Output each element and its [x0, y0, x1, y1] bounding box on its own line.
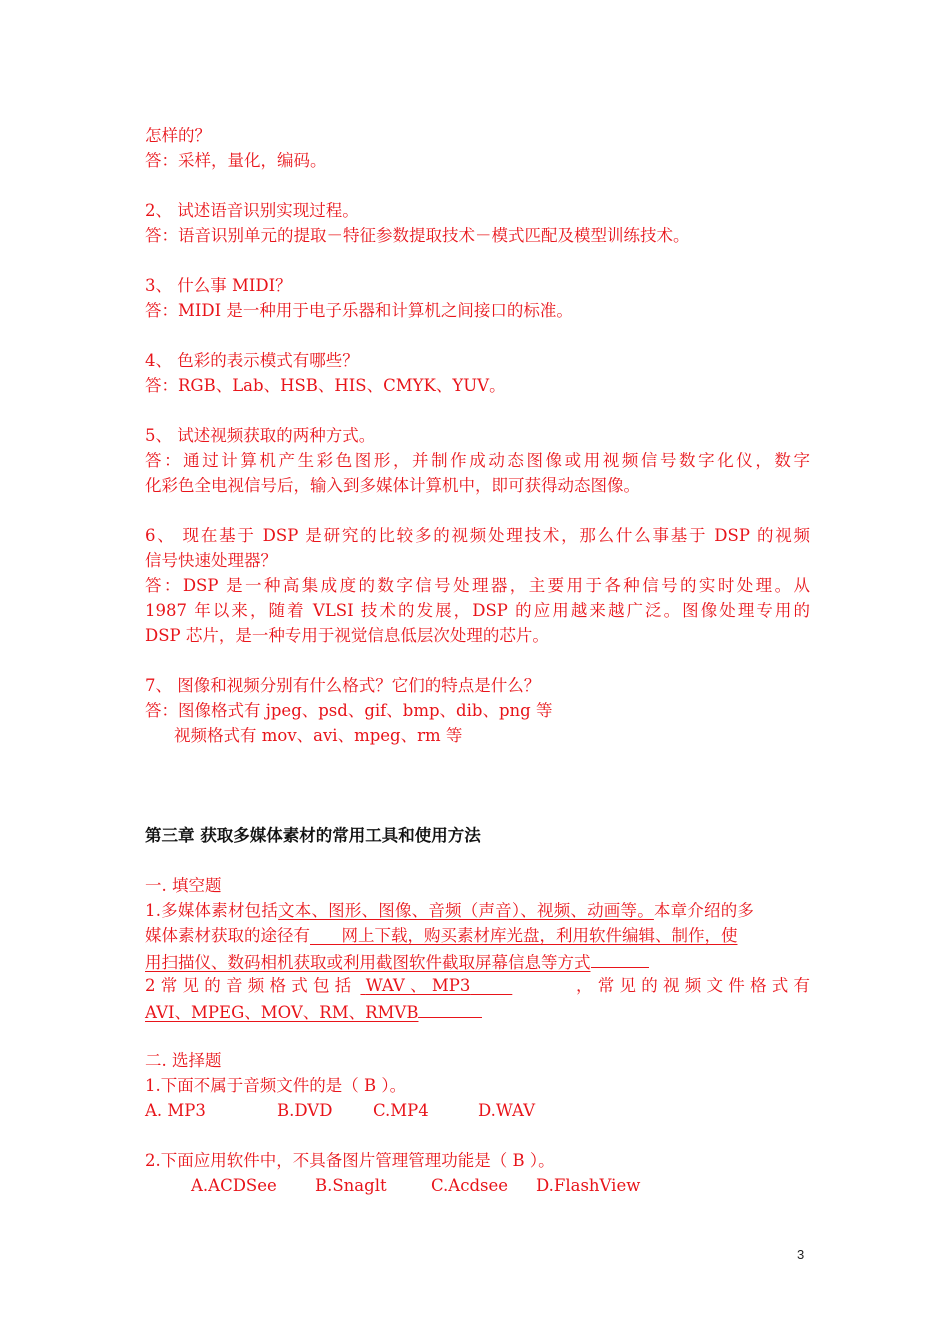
option-b: B.DVD	[277, 1101, 333, 1120]
fill-question-2-line2	[145, 998, 810, 1025]
question-text: 2、 试述语音识别实现过程。	[145, 201, 359, 220]
fill-question-1-line2	[145, 923, 810, 948]
question-text: 3、 什么事 MIDI？	[145, 276, 292, 295]
fill-answer: 文本、图形、图像、音频（声音）、视频、动画等。	[278, 901, 654, 920]
answer-text: 答：DSP 是一种高集成度的数字信号处理器，主要用于各种信号的实时处理。从	[145, 576, 810, 595]
blank-underline	[418, 998, 482, 1018]
question-text: 6、 现在基于 DSP 是研究的比较多的视频处理技术，那么什么事基于 DSP 的视频	[145, 526, 810, 545]
section-heading-fill: 一. 填空题	[145, 876, 222, 895]
question-text: 5、 试述视频获取的两种方式。	[145, 426, 376, 445]
fill-answer: 用扫描仪、数码相机获取或利用截图软件截取屏幕信息等方式	[145, 953, 591, 972]
option-c: C.Acdsee	[431, 1176, 508, 1195]
page-number: 3	[797, 1247, 805, 1262]
question-text: 2 常 见 的 音 频 格 式 包 括	[145, 976, 352, 995]
section-heading-choice: 二. 选择题	[145, 1051, 222, 1070]
question-text: ， 常 见 的 视 频 文 件 格 式 有	[576, 976, 810, 995]
answer-text: 视频格式有 mov、avi、mpeg、rm 等	[174, 726, 463, 745]
answer-text: 答：通过计算机产生彩色图形，并制作成动态图像或用视频信号数字化仪，数字	[145, 451, 810, 470]
fill-answer: WAV 、 MP3	[365, 976, 471, 995]
fill-answer: 网上下载，购买素材库光盘，利用软件编辑、制作，使	[341, 926, 738, 945]
option-d: D.FlashView	[536, 1176, 641, 1195]
answer-text: 1987 年以来，随着 VLSI 技术的发展，DSP 的应用越来越广泛。图像处理专用的	[145, 601, 810, 620]
question-text: 信号快速处理器？	[145, 551, 277, 570]
option-d: D.WAV	[478, 1101, 536, 1120]
option-a: A. MP3	[145, 1101, 206, 1120]
fill-answer: AVI、MPEG、MOV、RM、RMVB	[145, 1003, 419, 1022]
blank-underline	[591, 948, 649, 968]
option-a: A.ACDSee	[191, 1176, 277, 1195]
question-text: 1.多媒体素材包括	[145, 901, 279, 920]
question-continuation: 怎样的？	[145, 126, 211, 145]
question-text: 本章介绍的多	[653, 901, 755, 920]
choice-question-1: 1.下面不属于音频文件的是（ B ）。	[145, 1076, 407, 1095]
question-text: 媒体素材获取的途径有	[145, 926, 310, 945]
fill-question-1-line3	[145, 948, 810, 975]
chapter-title: 第三章 获取多媒体素材的常用工具和使用方法	[145, 826, 481, 845]
question-text: 7、 图像和视频分别有什么格式？它们的特点是什么？	[145, 676, 541, 695]
fill-question-2	[145, 973, 810, 998]
option-b: B.Snaglt	[315, 1176, 387, 1195]
answer-text: 化彩色全电视信号后，输入到多媒体计算机中，即可获得动态图像。	[145, 476, 640, 495]
answer-text: 答：MIDI 是一种用于电子乐器和计算机之间接口的标准。	[145, 301, 573, 320]
fill-question-1	[145, 898, 810, 923]
option-c: C.MP4	[373, 1101, 429, 1120]
answer-text: 答：语音识别单元的提取－特征参数提取技术－模式匹配及模型训练技术。	[145, 226, 690, 245]
question-text: 4、 色彩的表示模式有哪些？	[145, 351, 359, 370]
answer-text: DSP 芯片，是一种专用于视觉信息低层次处理的芯片。	[145, 626, 549, 645]
choice-question-2: 2.下面应用软件中，不具备图片管理管理功能是（ B ）。	[145, 1151, 555, 1170]
answer-text: 答：图像格式有 jpeg、psd、gif、bmp、dib、png 等	[145, 701, 553, 720]
answer-text: 答：采样，量化，编码。	[145, 151, 327, 170]
answer-text: 答：RGB、Lab、HSB、HIS、CMYK、YUV。	[145, 376, 506, 395]
